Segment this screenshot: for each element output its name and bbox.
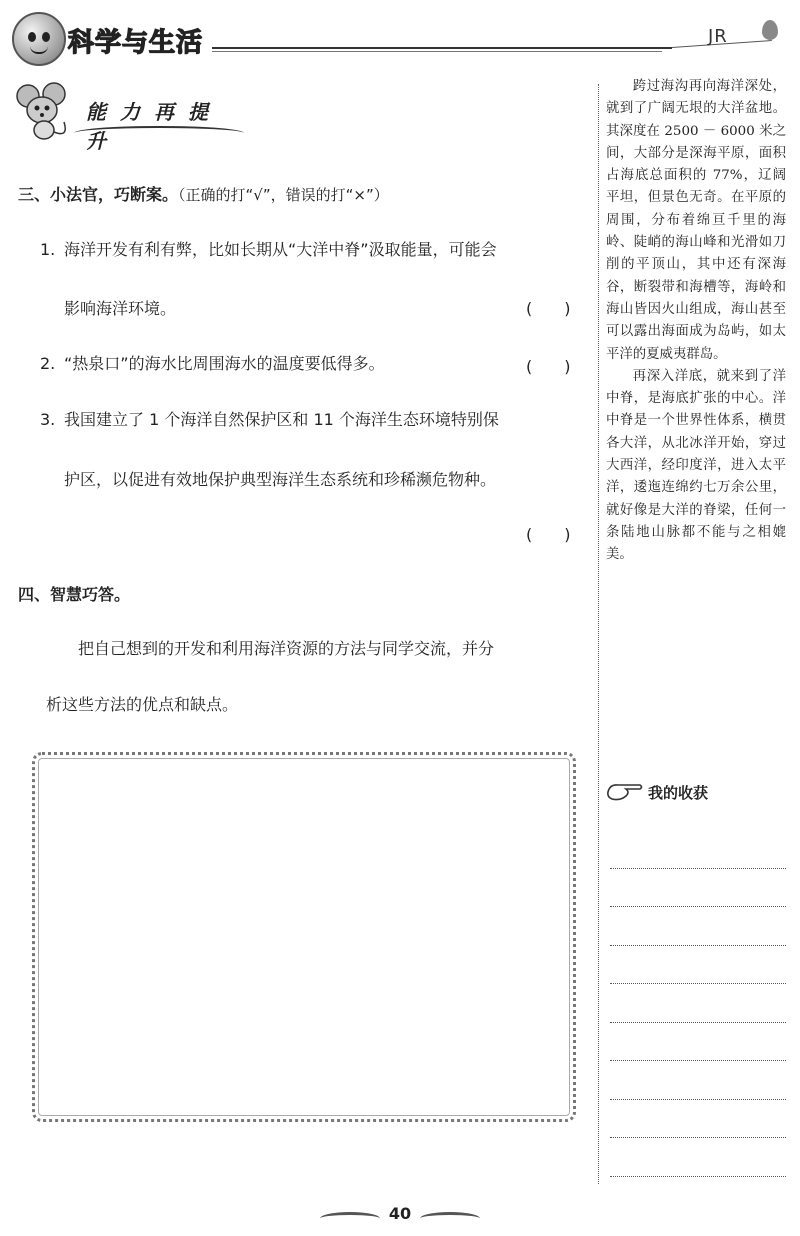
mascot-icon [12,12,66,66]
column-divider [598,84,599,1184]
answer-paren[interactable]: ( ) [526,299,571,318]
note-line[interactable] [610,869,786,908]
question-3 [40,410,585,430]
banner-title: 能力再提升 [86,100,222,153]
page-number: 40 [388,1204,412,1223]
note-line[interactable] [610,946,786,985]
answer-paren[interactable]: ( ) [526,357,571,376]
section3-note: （正确的打“√”，错误的打“×”） [178,186,389,204]
side-paragraph-1: 跨过海沟再向海洋深处，就到了广阔无垠的大洋盆地。其深度在 2500 － 6000 米之间，大部分是深海平原，面积占海底总面积的 77%，辽阔平坦，但景色无奇。在平原的周围，分布着绵亘千里的海岭、陡峭的海山峰和光滑如刀削的平顶山，其中还有深海谷，断裂带和海槽等，海岭和海山皆因火山组成，海山甚至可以露出海面成为岛屿，如太平洋的夏威夷群岛。 [606,79,786,362]
answer-box[interactable] [32,752,576,1122]
header-code: JR [708,26,728,47]
header-title: 科学与生活 [68,28,204,58]
question-number: 3. [40,410,56,429]
harvest-label: 我的收获 [648,784,709,802]
side-reading [606,76,786,567]
note-line[interactable] [610,907,786,946]
page-header [0,0,800,70]
question-text: 我国建立了 1 个海洋自然保护区和 11 个海洋生态环境特别保 [64,410,499,429]
section4-title: 四、智慧巧答。 [18,585,131,604]
note-line[interactable] [610,1100,786,1139]
note-line[interactable] [610,1023,786,1062]
section3-title [18,182,389,205]
note-line[interactable] [610,984,786,1023]
answer-paren[interactable]: ( ) [526,525,571,544]
header-rule [212,47,672,49]
pointing-hand-icon [606,780,644,802]
note-line[interactable] [610,1061,786,1100]
section3-heading: 三、小法官，巧断案。 [18,185,179,204]
page-footer [320,1198,480,1228]
note-line[interactable] [610,1138,786,1177]
question-3-cont: 护区，以促进有效地保护典型海洋生态系统和珍稀濒危物种。 [64,470,497,489]
question-text: 海洋开发有利有弊，比如长期从“大洋中脊”汲取能量，可能会 [64,240,497,259]
section4-prompt-line2: 析这些方法的优点和缺点。 [46,695,239,714]
question-2 [40,354,585,374]
question-1-cont: 影响海洋环境。 [64,299,177,318]
question-text: “热泉口”的海水比周围海水的温度要低得多。 [64,354,385,373]
note-line[interactable] [610,830,786,869]
ornament-icon [762,20,778,40]
mouse-icon [14,82,76,142]
question-1 [40,240,585,260]
banner-swoosh [74,126,244,140]
notes-area[interactable] [610,830,786,1177]
section4-prompt-line1: 把自己想到的开发和利用海洋资源的方法与同学交流，并分 [78,639,495,658]
header-rule-thin [212,51,662,52]
harvest-heading [606,780,786,804]
section-banner [14,82,244,153]
question-number: 1. [40,240,56,259]
side-paragraph-2: 再深入洋底，就来到了洋中脊，是海底扩张的中心。洋中脊是一个世界性体系，横贯各大洋，从北冰洋开始，穿过大西洋，经印度洋，进入太平洋，逶迤连绵约七万余公里，就好像是大洋的脊梁，任何一条陆地山脉都不能与之相媲美。 [606,368,786,563]
question-number: 2. [40,354,56,373]
